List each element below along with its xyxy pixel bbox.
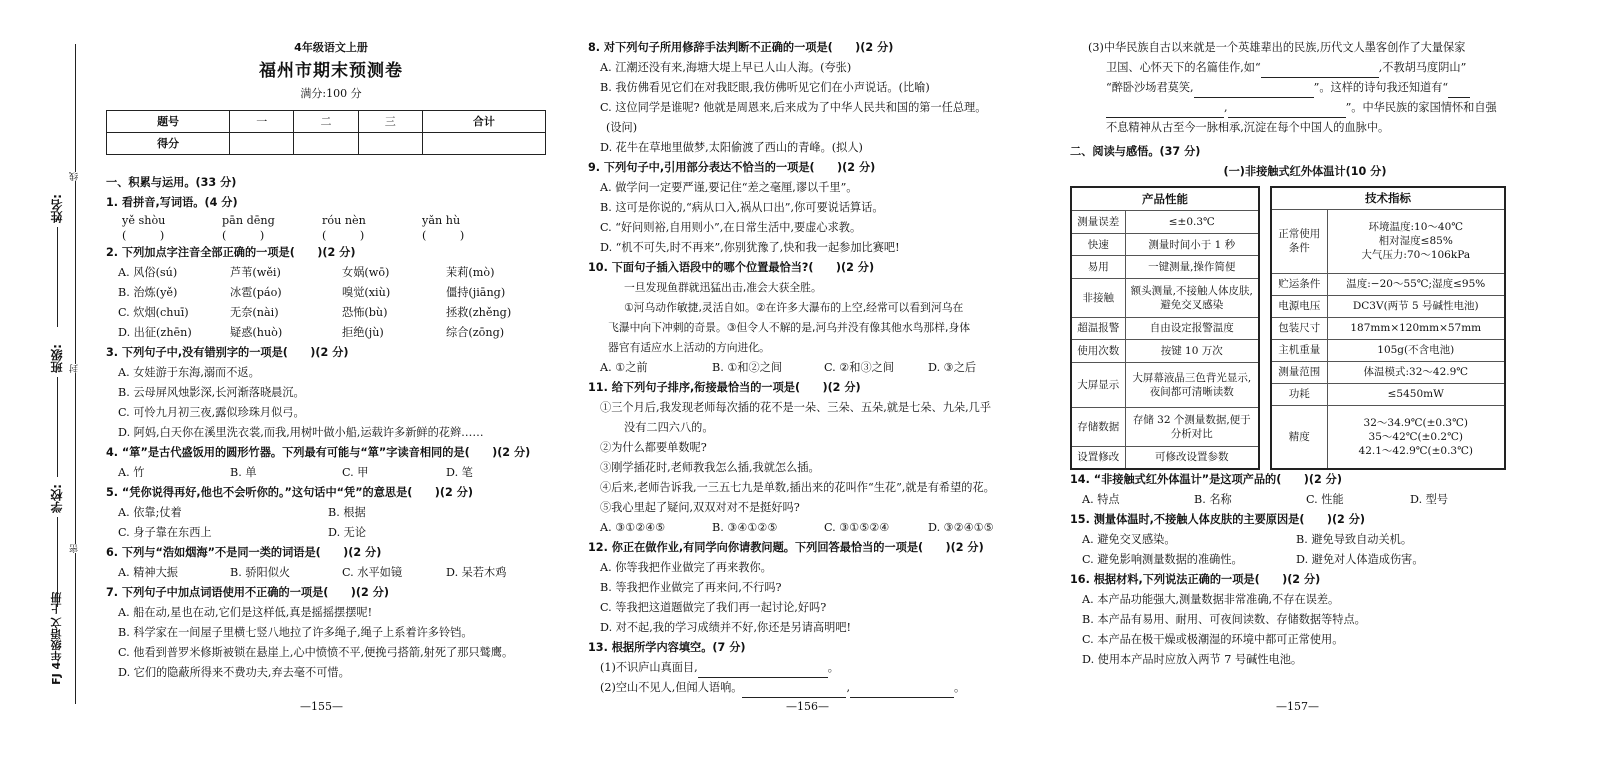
q4-option[interactable]: A. 竹 <box>118 466 145 479</box>
spec-value <box>1327 405 1505 469</box>
name-field[interactable] <box>40 194 74 327</box>
binding-gutter <box>40 44 86 704</box>
q2-option[interactable]: C. 炊烟(chuī) <box>118 306 189 319</box>
q13-line3-cont <box>1070 58 1540 78</box>
seal-mark-seal: 封 <box>70 364 80 373</box>
q10-passage: ①河乌动作敏捷,灵活自如。②在许多大瀑布的上空,经常可以看到河乌在 <box>624 301 964 314</box>
q13-line2-text: (2)空山不见人,但闻人语响。 <box>600 681 743 694</box>
q5-stem: 5. “凭你说得再好,他也不会听你的。”这句话中“凭”的意思是( )(2 分) <box>106 486 473 499</box>
school-field[interactable] <box>40 484 74 607</box>
answer-paren[interactable]: ( ) <box>222 229 265 242</box>
section-2-title: 二、阅读与感悟。(37 分) <box>1070 145 1201 158</box>
perf-value: 按键 10 万次 <box>1125 340 1259 363</box>
perf-value: 额头测量,不接触人体皮肤,避免交叉感染 <box>1125 278 1259 317</box>
q5-option[interactable]: D. 无论 <box>328 526 367 539</box>
q13-text: “醉卧沙场君莫笑, <box>1106 81 1194 94</box>
answer-blank[interactable] <box>1261 65 1379 78</box>
perf-value: 一键测量,操作简便 <box>1125 256 1259 279</box>
perf-key: 使用次数 <box>1071 340 1125 363</box>
spec-value: 体温模式:32～42.9℃ <box>1327 361 1505 383</box>
score-row-label: 得分 <box>107 133 230 155</box>
answer-paren[interactable]: ( ) <box>122 229 165 242</box>
q8-option[interactable]: D. 花牛在草地里做梦,太阳偷渡了西山的青峰。(拟人) <box>600 141 863 154</box>
q16-option[interactable]: D. 使用本产品时应放入两节 7 号碱性电池。 <box>1082 653 1303 666</box>
q8-option[interactable]: A. 江潮还没有来,海塘大堤上早已人山人海。(夸张) <box>600 61 852 74</box>
perf-value: 测量时间小于 1 秒 <box>1125 233 1259 256</box>
comma-text: , <box>1224 101 1228 114</box>
q2-option: 茉莉(mò) <box>446 266 495 279</box>
q8-option[interactable]: B. 我仿佛看见它们在对我眨眼,我仿佛听见它们在小声说话。(比喻) <box>600 81 930 94</box>
q11-sentence: 没有二四六八的。 <box>624 421 714 434</box>
q15-option[interactable]: B. 避免导致自动关机。 <box>1296 533 1413 546</box>
seal-mark-secret: 密 <box>70 544 80 553</box>
spec-value: ≤5450mW <box>1327 383 1505 405</box>
perf-value: ≤±0.3℃ <box>1125 211 1259 234</box>
full-score: 满分:100 分 <box>300 87 362 100</box>
page-number: —156— <box>786 700 829 713</box>
class-label: 班级: <box>50 344 64 373</box>
perf-key: 测量误差 <box>1071 211 1125 234</box>
q14-option[interactable]: D. 型号 <box>1410 493 1449 506</box>
q2-option[interactable]: A. 风俗(sú) <box>118 266 178 279</box>
pinyin-text: yě shòu <box>122 214 166 227</box>
score-header-cell: 题号 <box>107 111 230 133</box>
q11-stem: 11. 给下列句子排序,衔接最恰当的一项是( )(2 分) <box>588 381 861 394</box>
q9-option[interactable]: B. 这可是你说的,“病从口入,祸从口出”,你可要说话算话。 <box>600 201 884 214</box>
q6-option[interactable]: A. 精神大振 <box>118 566 178 579</box>
book-code-text: FJ 4年级语文 上册 <box>50 592 63 685</box>
q13-stem: 13. 根据所学内容填空。(7 分) <box>588 641 746 654</box>
q6-option[interactable]: C. 水平如镜 <box>342 566 403 579</box>
q2-option: 拯救(zhěng) <box>446 306 512 319</box>
q6-option[interactable]: B. 骄阳似火 <box>230 566 291 579</box>
answer-blank[interactable] <box>1448 85 1470 98</box>
score-cell[interactable] <box>358 133 422 155</box>
q11-option[interactable]: D. ③②④①⑤ <box>928 521 994 534</box>
q4-option[interactable]: C. 甲 <box>342 466 369 479</box>
spec-value: 温度:−20～55℃;湿度≤95% <box>1327 273 1505 295</box>
q11-sentence: ③刚学插花时,老师教我怎么插,我就怎么插。 <box>600 461 820 474</box>
q3-option[interactable]: B. 云母屏风烛影深,长河渐落晓晨沉。 <box>118 386 305 399</box>
q16-option[interactable]: B. 本产品有易用、耐用、可夜间读数、存储数据等特点。 <box>1082 613 1366 626</box>
q1-pinyin <box>106 213 556 243</box>
period-text: 。 <box>827 661 839 674</box>
q13-line3-cont: 不息精神从古至今一脉相承,沉淀在每个中国人的血脉中。 <box>1106 121 1390 134</box>
q2-option: 恐怖(bù) <box>342 306 388 319</box>
spec-line: 相对湿度≤85% <box>1378 235 1453 247</box>
q9-option[interactable]: A. 做学问一定要严谨,要记住“差之毫厘,谬以千里”。 <box>600 181 858 194</box>
q7-option[interactable]: A. 船在动,星也在动,它们是这样低,真是摇摇摆摆呢! <box>118 606 373 619</box>
q13-text: ”。中华民族的家国情怀和自强 <box>1345 101 1497 114</box>
q9-option[interactable]: C. “好问则裕,自用则小”,在日常生活中,要虚心求教。 <box>600 221 862 234</box>
q8-option-cont: (设问) <box>606 121 638 134</box>
perf-value: 自由设定报警温度 <box>1125 317 1259 340</box>
q10-passage: 器官有适应水上活动的方向进化。 <box>608 341 770 354</box>
product-tables <box>1070 186 1540 470</box>
q14-option[interactable]: B. 名称 <box>1194 493 1232 506</box>
q4-stem: 4. “箪”是古代盛饭用的圆形竹器。下列最有可能与“箪”字读音相同的是( )(2 分) <box>106 446 531 459</box>
q15-options <box>1070 530 1540 570</box>
q16-option[interactable]: C. 本产品在极干燥或极潮湿的环境中都可正常使用。 <box>1082 633 1344 646</box>
seal-mark-line: 线 <box>70 172 80 181</box>
q15-option[interactable]: D. 避免对人体造成伤害。 <box>1296 553 1424 566</box>
score-cell[interactable] <box>230 133 294 155</box>
answer-blank[interactable] <box>1228 105 1346 118</box>
answer-blank[interactable] <box>1194 85 1314 98</box>
q9-option[interactable]: D. “机不可失,时不再来”,你别犹豫了,快和我一起参加比赛吧! <box>600 241 900 254</box>
q6-stem: 6. 下列与“浩如烟海”不是同一类的词语是( )(2 分) <box>106 546 382 559</box>
q2-option: 芦苇(wěi) <box>230 266 281 279</box>
q10-passage: 飞瀑中向下冲刺的奇景。③但令人不解的是,河乌并没有像其他水鸟那样,身体 <box>608 321 971 334</box>
q6-option[interactable]: D. 呆若木鸡 <box>446 566 507 579</box>
q2-stem: 2. 下列加点字注音全部正确的一项是( )(2 分) <box>106 246 356 259</box>
spec-key: 正常使用条件 <box>1271 209 1327 273</box>
q16-option[interactable]: A. 本产品功能强大,测量数据非常准确,不存在误差。 <box>1082 593 1340 606</box>
specs-table <box>1270 186 1506 470</box>
pinyin-text: pān dēng <box>222 214 275 227</box>
q7-option[interactable]: D. 它们的隐蔽所得来不费功夫,弃去毫不可惜。 <box>118 666 350 679</box>
answer-blank[interactable] <box>1106 105 1224 118</box>
school-label: 学校: <box>50 484 64 513</box>
score-header-cell: 二 <box>294 111 358 133</box>
q13-line2 <box>588 678 1048 698</box>
q4-option[interactable]: D. 笔 <box>446 466 473 479</box>
perf-value: 大屏幕液晶三色背光显示,夜间都可清晰读数 <box>1125 362 1259 407</box>
q10-stem: 10. 下面句子插入语段中的哪个位置最恰当?( )(2 分) <box>588 261 875 274</box>
q2-option: 嗅觉(xiù) <box>342 286 391 299</box>
q10-option[interactable]: B. ①和②之间 <box>712 361 783 374</box>
perf-key: 易用 <box>1071 256 1125 279</box>
score-header-cell: 合计 <box>422 111 545 133</box>
q13-text: 卫国、心怀天下的名篇佳作,如“ <box>1106 61 1261 74</box>
score-header-cell: 三 <box>358 111 422 133</box>
q2-option: 综合(zōng) <box>446 326 505 339</box>
q2-option: 女娲(wō) <box>342 266 390 279</box>
specs-header: 技术指标 <box>1271 187 1505 209</box>
exam-title: 福州市期末预测卷 <box>259 61 403 81</box>
q1-stem: 1. 看拼音,写词语。(4 分) <box>106 196 238 209</box>
q10-option[interactable]: A. ①之前 <box>600 361 648 374</box>
answer-paren[interactable]: ( ) <box>322 229 365 242</box>
reading-title: (一)非接触式红外体温计(10 分) <box>1223 165 1387 178</box>
q15-option[interactable]: C. 避免影响测量数据的准确性。 <box>1082 553 1243 566</box>
q11-sentence: ⑤我心里起了疑问,双双对对不是挺好吗? <box>600 501 800 514</box>
class-line <box>57 377 58 477</box>
spec-line: 32～34.9℃(±0.3℃) <box>1363 416 1468 429</box>
q13-text: ,不教胡马度阴山” <box>1378 61 1467 74</box>
q15-option[interactable]: A. 避免交叉感染。 <box>1082 533 1176 546</box>
q12-option[interactable]: B. 等我把作业做完了再来问,不行吗? <box>600 581 782 594</box>
q5-option[interactable]: C. 身子靠在东西上 <box>118 526 212 539</box>
q2-option: 无奈(nài) <box>230 306 279 319</box>
q3-option[interactable]: A. 女娃游于东海,溺而不返。 <box>118 366 260 379</box>
binding-line <box>75 44 76 704</box>
spec-value <box>1327 209 1505 273</box>
spec-line: 环境温度:10～40℃ <box>1368 221 1463 233</box>
q7-option[interactable]: C. 他看到普罗米修斯被锁在悬崖上,心中愤愤不平,便挽弓搭箭,射死了那只鹫鹰。 <box>118 646 514 659</box>
q10-quote: 一旦发现鱼群就迅猛出击,准会大获全胜。 <box>624 281 822 294</box>
q11-option[interactable]: C. ③①⑤②④ <box>824 521 890 534</box>
q2-option[interactable]: B. 治炼(yě) <box>118 286 178 299</box>
q14-option[interactable]: A. 特点 <box>1082 493 1120 506</box>
q11-options <box>588 518 1048 538</box>
q11-option[interactable]: A. ③①②④⑤ <box>600 521 666 534</box>
spec-line: 42.1～42.9℃(±0.3℃) <box>1358 444 1473 457</box>
q10-option[interactable]: C. ②和③之间 <box>824 361 895 374</box>
answer-paren[interactable]: ( ) <box>422 229 465 242</box>
book-code <box>44 592 70 685</box>
q3-stem: 3. 下列句子中,没有错别字的一项是( )(2 分) <box>106 346 349 359</box>
name-label: 姓名: <box>50 194 64 223</box>
page-156 <box>588 38 1048 698</box>
score-cell[interactable] <box>422 133 545 155</box>
score-table-header <box>107 111 546 133</box>
q4-option[interactable]: B. 单 <box>230 466 257 479</box>
q12-option[interactable]: D. 对不起,我的学习成绩并不好,你还是另请高明吧! <box>600 621 852 634</box>
q3-option[interactable]: D. 阿妈,白天你在溪里洗衣裳,而我,用树叶做小船,运载许多新鲜的花辫…… <box>118 426 484 439</box>
q5-option[interactable]: B. 根据 <box>328 506 366 519</box>
q7-option[interactable]: B. 科学家在一间屋子里横七竖八地拉了许多绳子,绳子上系着许多铃铛。 <box>118 626 473 639</box>
perf-value: 可修改设置参数 <box>1125 446 1259 469</box>
page-155 <box>106 38 556 683</box>
q15-stem: 15. 测量体温时,不接触人体皮肤的主要原因是( )(2 分) <box>1070 513 1366 526</box>
q8-stem: 8. 对下列句子所用修辞手法判断不正确的一项是( )(2 分) <box>588 41 894 54</box>
score-table <box>106 110 546 155</box>
q10-options <box>588 358 1048 378</box>
q7-stem: 7. 下列句子中加点词语使用不正确的一项是( )(2 分) <box>106 586 389 599</box>
q14-option[interactable]: C. 性能 <box>1306 493 1344 506</box>
perf-key: 设置修改 <box>1071 446 1125 469</box>
q8-option[interactable]: C. 这位同学是谁呢? 他就是周恩来,后来成为了中华人民共和国的第一任总理。 <box>600 101 987 114</box>
q11-option[interactable]: B. ③④①②⑤ <box>712 521 778 534</box>
q5-options <box>106 503 556 543</box>
spec-key: 精度 <box>1271 405 1327 469</box>
exam-subtitle: 4年级语文上册 <box>294 41 368 54</box>
q9-stem: 9. 下列句子中,引用部分表达不恰当的一项是( )(2 分) <box>588 161 876 174</box>
perf-value: 存储 32 个测量数据,便于分析对比 <box>1125 408 1259 447</box>
q13-line3-cont <box>1070 98 1540 118</box>
spec-key: 贮运条件 <box>1271 273 1327 295</box>
q13-line3-cont <box>1070 78 1540 98</box>
q13-line1 <box>588 658 1048 678</box>
page-number: —155— <box>300 700 343 713</box>
spec-key: 功耗 <box>1271 383 1327 405</box>
pinyin-text: róu nèn <box>322 214 366 227</box>
q6-options <box>106 563 556 583</box>
period-text: 。 <box>954 681 966 694</box>
page-157 <box>1070 38 1540 670</box>
perf-key: 大屏显示 <box>1071 362 1125 407</box>
perf-key: 非接触 <box>1071 278 1125 317</box>
q3-option[interactable]: C. 可怜九月初三夜,露似珍珠月似弓。 <box>118 406 305 419</box>
q11-sentence: ②为什么都要单数呢? <box>600 441 707 454</box>
q2-option: 僵持(jiāng) <box>446 286 506 299</box>
comma-text: , <box>846 681 851 694</box>
score-cell[interactable] <box>294 133 358 155</box>
performance-table <box>1070 186 1260 470</box>
spec-key: 测量范围 <box>1271 361 1327 383</box>
q2-option: 疑惑(huò) <box>230 326 283 339</box>
answer-blank[interactable] <box>850 685 954 698</box>
spec-key: 包装尺寸 <box>1271 317 1327 339</box>
q11-sentence: ④后来,老师告诉我,一三五七九是单数,插出来的花叫作“生花”,就是有希望的花。 <box>600 481 995 494</box>
perf-key: 存储数据 <box>1071 408 1125 447</box>
spec-line: 大气压力:70～106kPa <box>1361 249 1471 261</box>
spec-line: 35～42℃(±0.2℃) <box>1368 430 1463 443</box>
q4-options <box>106 463 556 483</box>
pinyin-text: yǎn hù <box>422 214 461 227</box>
q13-line3: (3)中华民族自古以来就是一个英雄辈出的民族,历代文人墨客创作了大量保家 <box>1088 41 1466 54</box>
score-table-row <box>107 133 546 155</box>
q12-option[interactable]: A. 你等我把作业做完了再来教你。 <box>600 561 772 574</box>
answer-blank[interactable] <box>698 665 828 678</box>
q12-option[interactable]: C. 等我把这道题做完了我们再一起讨论,好吗? <box>600 601 827 614</box>
q10-option[interactable]: D. ③之后 <box>928 361 977 374</box>
spec-value: 105g(不含电池) <box>1327 339 1505 361</box>
q13-line1-text: (1)不识庐山真面目, <box>600 661 698 674</box>
q2-options <box>106 263 556 343</box>
page-number: —157— <box>1276 700 1319 713</box>
perf-key: 超温报警 <box>1071 317 1125 340</box>
perf-key: 快速 <box>1071 233 1125 256</box>
section-1-title: 一、积累与运用。(33 分) <box>106 176 237 189</box>
performance-header: 产品性能 <box>1071 187 1259 211</box>
q13-text: ”。这样的诗句我还知道有“ <box>1313 81 1449 94</box>
name-line <box>57 227 58 327</box>
score-header-cell: 一 <box>230 111 294 133</box>
q14-options <box>1070 490 1540 510</box>
q2-option: 拒绝(jù) <box>342 326 384 339</box>
q16-stem: 16. 根据材料,下列说法正确的一项是( )(2 分) <box>1070 573 1321 586</box>
q11-sentence: ①三个月后,我发现老师每次插的花不是一朵、三朵、五朵,就是七朵、九朵,几乎 <box>600 401 992 414</box>
q12-stem: 12. 你正在做作业,有同学向你请教问题。下列回答最恰当的一项是( )(2 分) <box>588 541 984 554</box>
q14-stem: 14. “非接触式红外体温计”是这项产品的( )(2 分) <box>1070 473 1342 486</box>
spec-key: 主机重量 <box>1271 339 1327 361</box>
spec-value: 187mm×120mm×57mm <box>1327 317 1505 339</box>
q5-option[interactable]: A. 依靠;仗着 <box>118 506 182 519</box>
spec-value: DC3V(两节 5 号碱性电池) <box>1327 295 1505 317</box>
q2-option: 冰雹(páo) <box>230 286 282 299</box>
spec-key: 电源电压 <box>1271 295 1327 317</box>
class-field[interactable] <box>40 344 74 477</box>
q2-option[interactable]: D. 出征(zhēn) <box>118 326 192 339</box>
